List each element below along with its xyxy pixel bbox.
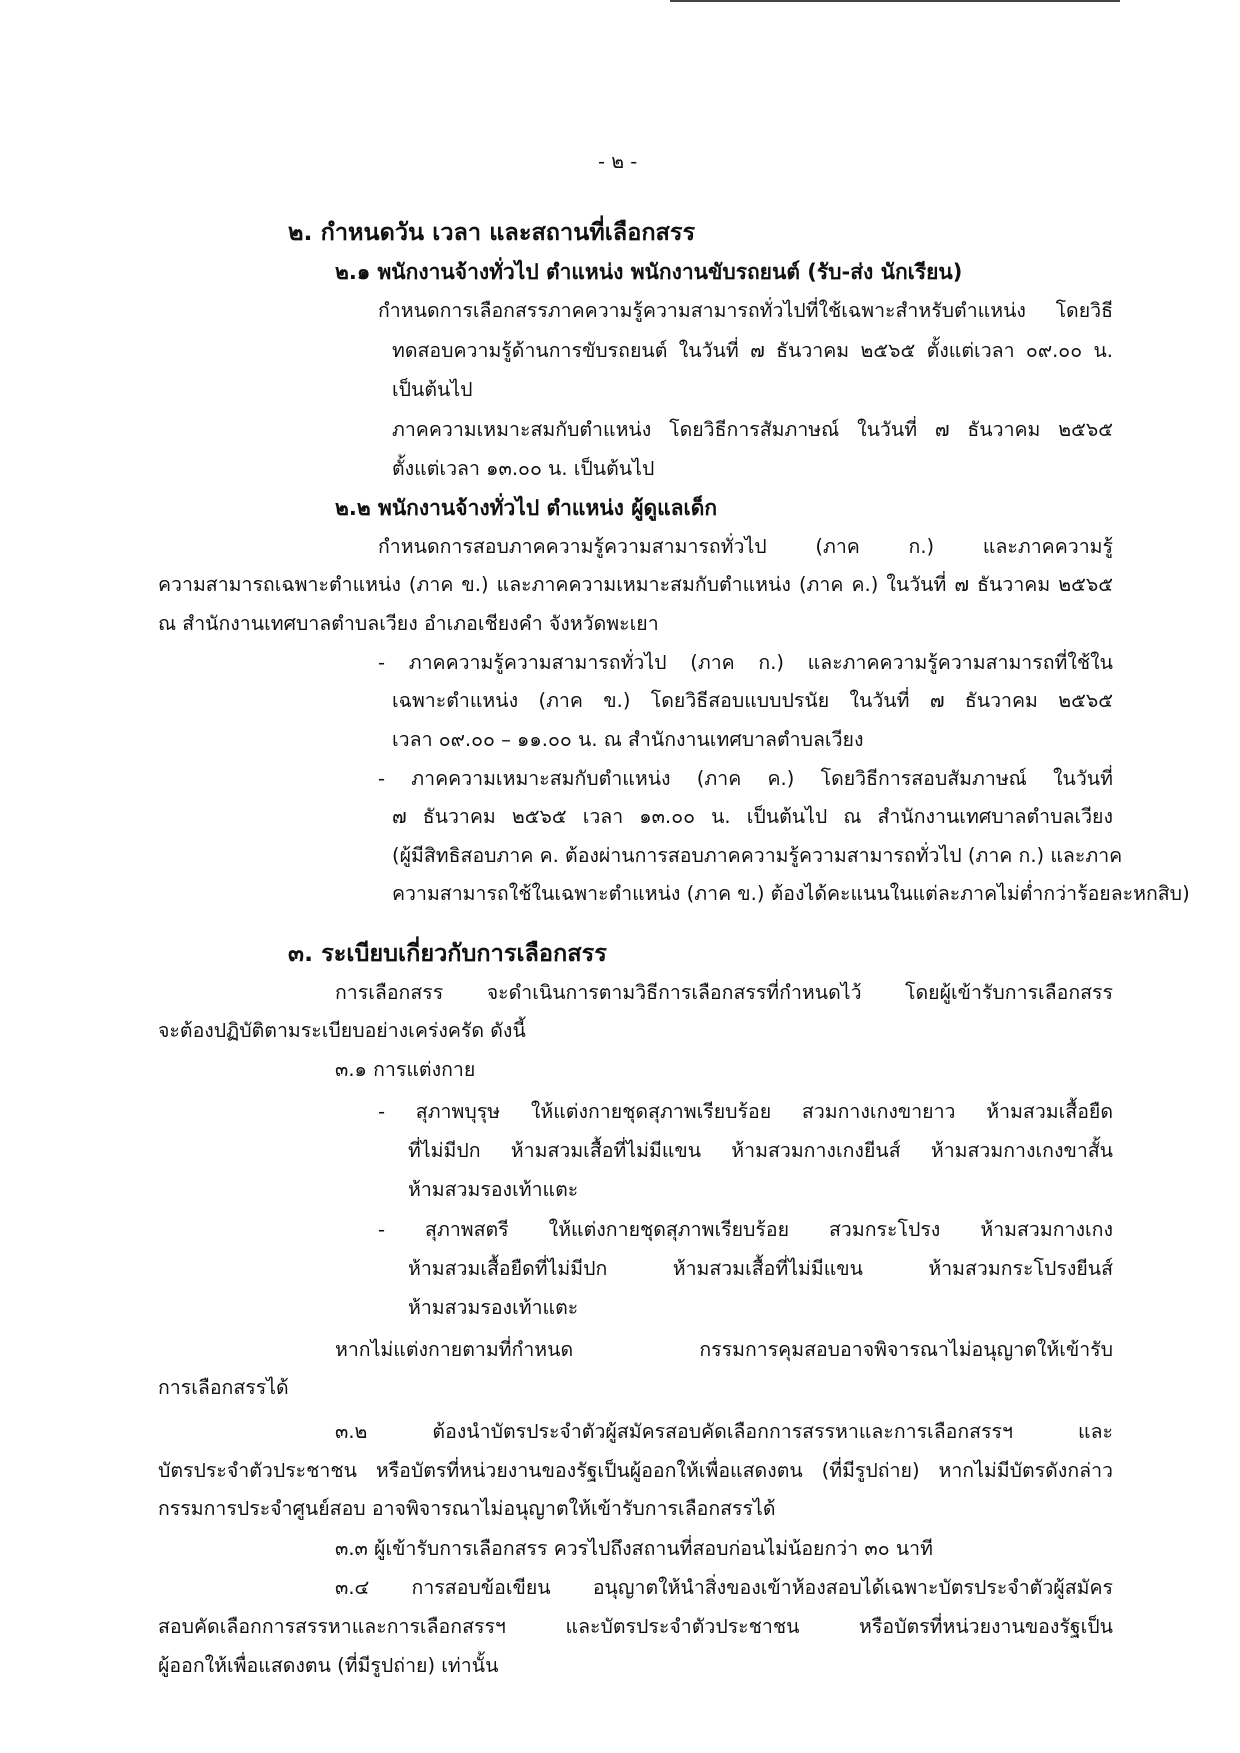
dress-code-men-line: - สุภาพบุรุษ ให้แต่งกายชุดสุภาพเรียบร้อย สวมกางเกงขายาว ห้ามสวมเสื้อยืด xyxy=(378,1100,1113,1123)
section-2-2-line: - ภาคความเหมาะสมกับตำแหน่ง (ภาค ค.) โดยวิธีการสอบสัมภาษณ์ ในวันที่ xyxy=(378,767,1113,790)
page-number: - ๒ - xyxy=(598,150,638,173)
section-2-2-line: เฉพาะตำแหน่ง (ภาค ข.) โดยวิธีสอบแบบปรนัย ในวันที่ ๗ ธันวาคม ๒๕๖๕ xyxy=(392,689,1113,712)
section-3-1-heading: ๓.๑ การแต่งกาย xyxy=(335,1058,476,1081)
dress-code-men-line: ที่ไม่มีปก ห้ามสวมเสื้อที่ไม่มีแขน ห้ามสวมกางเกงยีนส์ ห้ามสวมกางเกงขาสั้น xyxy=(408,1139,1113,1162)
section-2-1-line: ภาคความเหมาะสมกับตำแหน่ง โดยวิธีการสัมภาษณ์ ในวันที่ ๗ ธันวาคม ๒๕๖๕ xyxy=(392,418,1113,441)
section-2-2-line: ความสามารถเฉพาะตำแหน่ง (ภาค ข.) และภาคความเหมาะสมกับตำแหน่ง (ภาค ค.) ในวันที่ ๗ ธันวาคม ๒๕๖๕ xyxy=(158,573,1113,596)
section-2-2-line: ณ สำนักงานเทศบาลตำบลเวียง อำเภอเชียงคำ จังหวัดพะเยา xyxy=(158,612,659,635)
section-3-4-line: ผู้ออกให้เพื่อแสดงตน (ที่มีรูปถ่าย) เท่านั้น xyxy=(158,1654,499,1677)
section-2-1-line: ตั้งแต่เวลา ๑๓.๐๐ น. เป็นต้นไป xyxy=(392,457,655,480)
dress-code-note-line: หากไม่แต่งกายตามที่กำหนด กรรมการคุมสอบอาจพิจารณาไม่อนุญาตให้เข้ารับ xyxy=(335,1338,1113,1361)
section-3-4-line: สอบคัดเลือกการสรรหาและการเลือกสรรฯ และบัตรประจำตัวประชาชน หรือบัตรที่หน่วยงานของรัฐเป็น xyxy=(158,1615,1113,1638)
section-3-2-line: ๓.๒ ต้องนำบัตรประจำตัวผู้สมัครสอบคัดเลือกการสรรหาและการเลือกสรรฯ และ xyxy=(335,1420,1113,1443)
dress-code-note-line: การเลือกสรรได้ xyxy=(158,1376,289,1399)
section-3-2-line: บัตรประจำตัวประชาชน หรือบัตรที่หน่วยงานของรัฐเป็นผู้ออกให้เพื่อแสดงตน (ที่มีรูปถ่าย) หากไม่มีบัตรดังกล่าว xyxy=(158,1459,1113,1482)
section-2-1-line: กำหนดการเลือกสรรภาคความรู้ความสามารถทั่วไปที่ใช้เฉพาะสำหรับตำแหน่ง โดยวิธี xyxy=(378,299,1113,322)
dress-code-men-line: ห้ามสวมรองเท้าแตะ xyxy=(408,1178,579,1201)
section-2-2-line: (ผู้มีสิทธิสอบภาค ค. ต้องผ่านการสอบภาคความรู้ความสามารถทั่วไป (ภาค ก.) และภาค xyxy=(392,844,1123,867)
section-3-4-line: ๓.๔ การสอบข้อเขียน อนุญาตให้นำสิ่งของเข้าห้องสอบได้เฉพาะบัตรประจำตัวผู้สมัคร xyxy=(335,1576,1113,1599)
section-2-2-heading: ๒.๒ พนักงานจ้างทั่วไป ตำแหน่ง ผู้ดูแลเด็ก xyxy=(335,496,718,520)
section-2-1-line: เป็นต้นไป xyxy=(392,378,473,401)
section-3-3-line: ๓.๓ ผู้เข้ารับการเลือกสรร ควรไปถึงสถานที่สอบก่อนไม่น้อยกว่า ๓๐ นาที xyxy=(335,1537,933,1560)
section-3-intro-line: การเลือกสรร จะดำเนินการตามวิธีการเลือกสรรที่กำหนดไว้ โดยผู้เข้ารับการเลือกสรร xyxy=(335,981,1113,1004)
section-2-heading: ๒. กำหนดวัน เวลา และสถานที่เลือกสรร xyxy=(288,218,696,246)
section-3-2-line: กรรมการประจำศูนย์สอบ อาจพิจารณาไม่อนุญาตให้เข้ารับการเลือกสรรได้ xyxy=(158,1497,776,1520)
section-2-2-line: เวลา ๐๙.๐๐ – ๑๑.๐๐ น. ณ สำนักงานเทศบาลตำบลเวียง xyxy=(392,728,864,751)
section-2-1-line: ทดสอบความรู้ด้านการขับรถยนต์ ในวันที่ ๗ ธันวาคม ๒๕๖๕ ตั้งแต่เวลา ๐๙.๐๐ น. xyxy=(392,339,1113,362)
section-2-2-line: - ภาคความรู้ความสามารถทั่วไป (ภาค ก.) และภาคความรู้ความสามารถที่ใช้ใน xyxy=(378,651,1113,674)
top-border-line xyxy=(670,0,1120,2)
section-3-intro-line: จะต้องปฏิบัติตามระเบียบอย่างเคร่งครัด ดังนี้ xyxy=(158,1019,526,1042)
dress-code-women-line: - สุภาพสตรี ให้แต่งกายชุดสุภาพเรียบร้อย สวมกระโปรง ห้ามสวมกางเกง xyxy=(378,1218,1113,1241)
dress-code-women-line: ห้ามสวมเสื้อยืดที่ไม่มีปก ห้ามสวมเสื้อที่ไม่มีแขน ห้ามสวมกระโปรงยีนส์ xyxy=(408,1257,1113,1280)
section-3-heading: ๓. ระเบียบเกี่ยวกับการเลือกสรร xyxy=(288,939,607,967)
dress-code-women-line: ห้ามสวมรองเท้าแตะ xyxy=(408,1296,579,1319)
section-2-2-line: ๗ ธันวาคม ๒๕๖๕ เวลา ๑๓.๐๐ น. เป็นต้นไป ณ สำนักงานเทศบาลตำบลเวียง xyxy=(392,805,1113,828)
section-2-2-line: กำหนดการสอบภาคความรู้ความสามารถทั่วไป (ภาค ก.) และภาคความรู้ xyxy=(378,535,1113,558)
section-2-2-line: ความสามารถใช้ในเฉพาะตำแหน่ง (ภาค ข.) ต้องได้คะแนนในแต่ละภาคไม่ต่ำกว่าร้อยละหกสิบ) xyxy=(392,882,1190,905)
section-2-1-heading: ๒.๑ พนักงานจ้างทั่วไป ตำแหน่ง พนักงานขับรถยนต์ (รับ-ส่ง นักเรียน) xyxy=(335,260,963,284)
